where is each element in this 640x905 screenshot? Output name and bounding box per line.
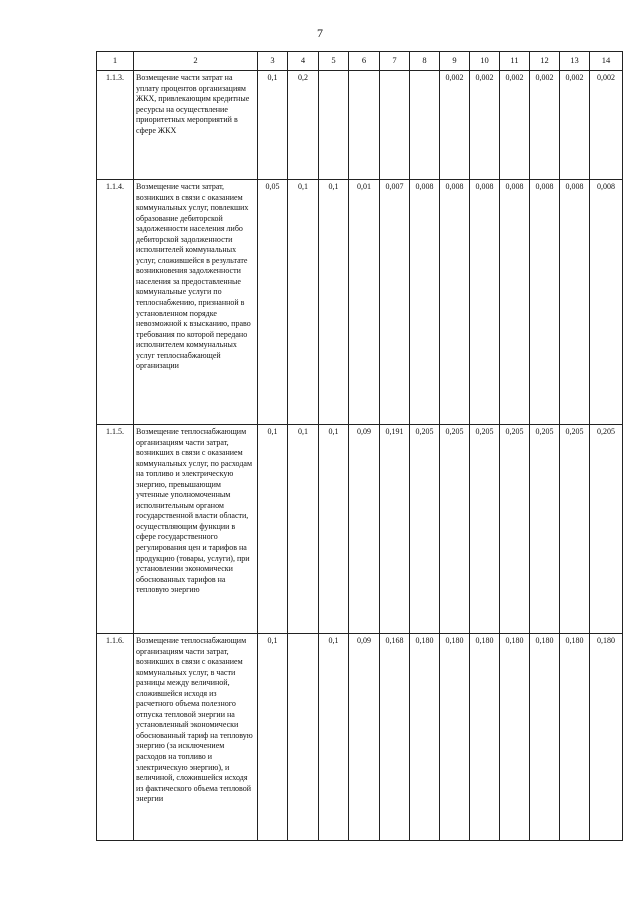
row-value: 0,008 xyxy=(590,180,623,425)
row-code: 1.1.4. xyxy=(97,180,134,425)
row-value: 0,205 xyxy=(590,425,623,634)
row-value: 0,180 xyxy=(500,634,530,841)
row-value: 0,002 xyxy=(500,71,530,180)
row-description: Возмещение части затрат, возникших в связи с оказанием коммунальных услуг, повлекших образование дебиторской задолженности населения либо дебиторской задолженности исполнителей коммунальных услуг, сложившейся в результате возникновения задолженности населения за предоставленные коммунальные услуги по теплоснабжению, признанной в установленном порядке невозможной к взысканию, право требования по которой передано исполнителем коммунальных услуг теплоснабжающей организации xyxy=(134,180,258,425)
row-value: 0,180 xyxy=(590,634,623,841)
row-code: 1.1.5. xyxy=(97,425,134,634)
row-value: 0,05 xyxy=(258,180,288,425)
row-value: 0,1 xyxy=(258,71,288,180)
column-header: 7 xyxy=(380,52,410,71)
row-value xyxy=(380,71,410,180)
row-value: 0,1 xyxy=(258,425,288,634)
row-value: 0,007 xyxy=(380,180,410,425)
column-header: 5 xyxy=(319,52,349,71)
row-value: 0,1 xyxy=(288,180,319,425)
row-value xyxy=(288,634,319,841)
row-value: 0,002 xyxy=(470,71,500,180)
column-header: 14 xyxy=(590,52,623,71)
row-description: Возмещение теплоснабжающим организациям части затрат, возникших в связи с оказанием коммунальных услуг, по расходам на топливо и электрическую энергию, превышающим учтенные уполномоченным исполнительным органом государственной власти области, осуществляющим функции в сфере государственного регулирования цен и тарифов на продукцию (товары, услуги), при установлении экономически обоснованных тарифов на тепловую энергию xyxy=(134,425,258,634)
column-header: 6 xyxy=(349,52,380,71)
column-header: 10 xyxy=(470,52,500,71)
row-value: 0,180 xyxy=(470,634,500,841)
row-value xyxy=(410,71,440,180)
row-value xyxy=(319,71,349,180)
column-header: 9 xyxy=(440,52,470,71)
column-header: 1 xyxy=(97,52,134,71)
row-description: Возмещение теплоснабжающим организациям части затрат, возникших в связи с оказанием коммунальных услуг, в части разницы между величиной, сложившейся исходя из расчетного объема полезного отпуска тепловой энергии на установленный экономически обоснованный тариф на тепловую энергию (за исключением расходов на топливо и электрическую энергию), и величиной, сложившейся исходя из фактического объема тепловой энергии xyxy=(134,634,258,841)
column-header: 3 xyxy=(258,52,288,71)
row-value: 0,205 xyxy=(470,425,500,634)
row-value: 0,1 xyxy=(319,634,349,841)
row-value: 0,1 xyxy=(319,180,349,425)
row-value: 0,168 xyxy=(380,634,410,841)
row-value xyxy=(349,71,380,180)
column-header: 8 xyxy=(410,52,440,71)
row-value: 0,002 xyxy=(530,71,560,180)
table-body xyxy=(97,71,623,841)
row-code: 1.1.3. xyxy=(97,71,134,180)
row-value: 0,2 xyxy=(288,71,319,180)
row-value: 0,002 xyxy=(440,71,470,180)
column-header: 13 xyxy=(560,52,590,71)
row-value: 0,180 xyxy=(530,634,560,841)
table-row xyxy=(97,634,623,841)
row-value: 0,1 xyxy=(319,425,349,634)
row-value: 0,205 xyxy=(560,425,590,634)
row-value: 0,180 xyxy=(410,634,440,841)
row-value: 0,09 xyxy=(349,425,380,634)
row-value: 0,205 xyxy=(440,425,470,634)
row-value: 0,180 xyxy=(560,634,590,841)
header-row xyxy=(97,52,623,71)
row-value: 0,008 xyxy=(500,180,530,425)
table-row xyxy=(97,425,623,634)
row-value: 0,1 xyxy=(258,634,288,841)
row-value: 0,09 xyxy=(349,634,380,841)
row-value: 0,002 xyxy=(560,71,590,180)
row-value: 0,008 xyxy=(410,180,440,425)
column-header: 12 xyxy=(530,52,560,71)
column-header: 4 xyxy=(288,52,319,71)
row-value: 0,008 xyxy=(560,180,590,425)
row-description: Возмещение части затрат на уплату процентов организациям ЖКХ, привлекающим кредитные ресурсы на осуществление приоритетных мероприятий в сфере ЖКХ xyxy=(134,71,258,180)
table-row xyxy=(97,180,623,425)
column-header: 2 xyxy=(134,52,258,71)
column-header: 11 xyxy=(500,52,530,71)
row-value: 0,008 xyxy=(470,180,500,425)
row-value: 0,180 xyxy=(440,634,470,841)
row-value: 0,1 xyxy=(288,425,319,634)
row-value: 0,01 xyxy=(349,180,380,425)
row-value: 0,008 xyxy=(440,180,470,425)
budget-table xyxy=(96,51,623,841)
row-value: 0,205 xyxy=(500,425,530,634)
table-row xyxy=(97,71,623,180)
row-value: 0,205 xyxy=(530,425,560,634)
row-value: 0,191 xyxy=(380,425,410,634)
row-code: 1.1.6. xyxy=(97,634,134,841)
page-number: 7 xyxy=(317,26,323,40)
row-value: 0,002 xyxy=(590,71,623,180)
row-value: 0,205 xyxy=(410,425,440,634)
row-value: 0,008 xyxy=(530,180,560,425)
